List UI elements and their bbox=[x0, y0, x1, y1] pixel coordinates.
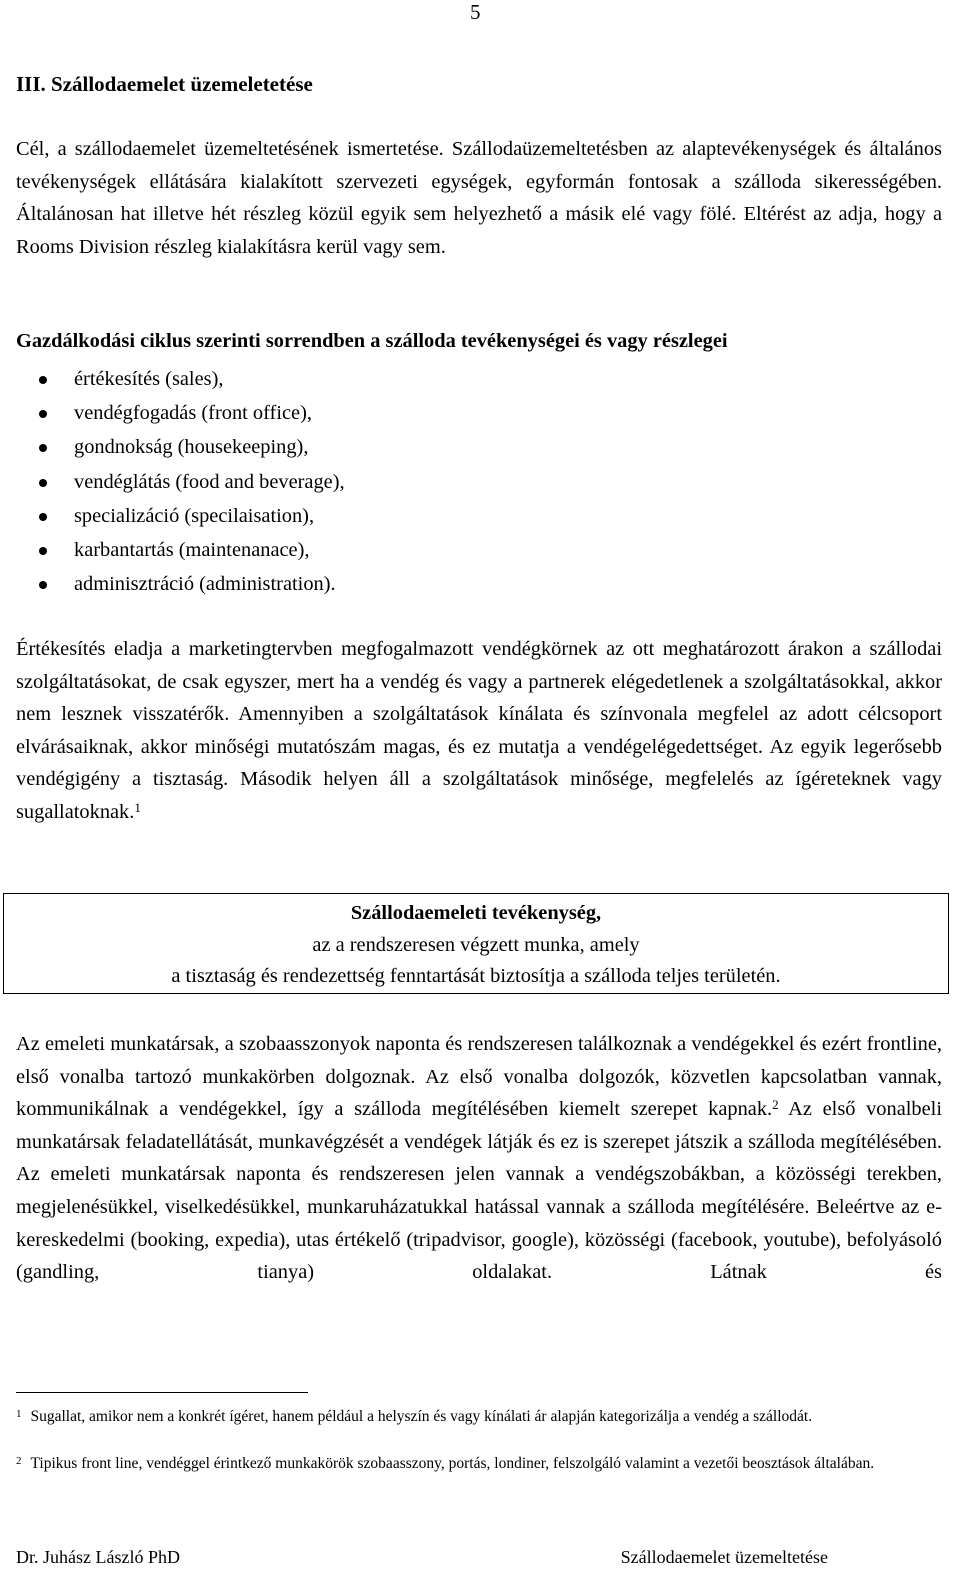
department-list bbox=[16, 362, 345, 601]
footer-title: Szállodaemelet üzemeltetése bbox=[620, 1547, 828, 1567]
bullet-icon bbox=[39, 581, 47, 589]
definition-line: az a rendszeresen végzett munka, amely bbox=[312, 933, 640, 956]
definition-title: Szállodaemeleti tevékenység, bbox=[350, 902, 602, 924]
list-item: specializáció (specilaisation), bbox=[16, 499, 345, 533]
staff-paragraph: Az emeleti munkatársak, a szobaasszonyok naponta és rendszeresen találkoznak a vendégekkel és ezért frontline, első vonalba tartozó munkakörben dolgoznak. Az első vonalba dolgozók, közvetlen kapcsolatban vannak, kommunikálnak a vendégekkel, így a szálloda megítélésében kiemelt szerepet kapnak.$^2$ Az első vonalbeli munkatársak feladatellátását, munkavégzését a vendégek látják és ez is szerepet játszik a szálloda megítélésében. Az emeleti munkatársak naponta és rendszeresen jelen vannak a vendégszobákban, a közösségi terekben, megjelenésükkel, viselkedésükkel, munkaruházatukkal hatással vannak a szálloda megítélésére. Beleértve az e-kereskedelmi (booking, expedia), utas értékelő (tripadvisor, google), közösségi (facebook, youtube), befolyásoló (gandling, tianya) oldalakat. Látnak és bbox=[16, 1033, 942, 1284]
sales-paragraph: Értékesítés eladja a marketingtervben megfogalmazott vendégkörnek az ott meghatározott árakon a szállodai szolgáltatásokat, de csak egyszer, mert ha a vendég és vagy a partnerek elégedetlenek a szolgáltatásokkal, akkor nem lesznek visszatérők. Amennyiben a szolgáltatások kínálata és színvonala megfelel az adott célcsoport elvárásaiknak, akkor minőségi mutatószám magas, és ez mutatja a vendégelégedettséget. Az egyik legerősebb vendégigény a tisztaság. Második helyen áll a szolgáltatások minősége, megfelelés az ígéreteknek vagy sugallatoknak.$^1$ bbox=[16, 638, 942, 823]
list-title: Gazdálkodási ciklus szerinti sorrendben a szálloda tevékenységei és vagy részlegei bbox=[16, 330, 728, 352]
definition-line: a tisztaság és rendezettség fenntartását biztosítja a szálloda teljes területén. bbox=[171, 965, 781, 987]
footer-author: Dr. Juhász László PhD bbox=[16, 1547, 180, 1567]
footnote-separator bbox=[16, 1392, 308, 1393]
definition-box bbox=[3, 893, 949, 994]
section-heading: III. Szállodaemelet üzemeletetése bbox=[16, 72, 313, 96]
list-item: értékesítés (sales), bbox=[16, 362, 345, 396]
footnote-number: 2 bbox=[16, 1455, 22, 1467]
footnote-1: $^1$ Sugallat, amikor nem a konkrét ígéret, hanem például a helyszín és vagy kínálati ár alapján kategorizálja a vendég a szállodát. bbox=[16, 1408, 813, 1425]
footnote-ref-2[interactable]: 2 bbox=[772, 1097, 779, 1113]
footnote-2: $^2$ Tipikus front line, vendéggel érintkező munkakörök szobaasszony, portás, londiner, felszolgáló valamint a vezetői beosztások általában. bbox=[16, 1455, 875, 1472]
bullet-icon bbox=[39, 376, 47, 384]
footnote-number: 1 bbox=[16, 1408, 22, 1420]
bullet-icon bbox=[39, 547, 47, 555]
bullet-icon bbox=[39, 513, 47, 521]
list-item: adminisztráció (administration). bbox=[16, 567, 345, 601]
bullet-icon bbox=[39, 410, 47, 418]
bullet-icon bbox=[39, 479, 47, 487]
list-item: karbantartás (maintenanace), bbox=[16, 533, 345, 567]
list-item: vendégfogadás (front office), bbox=[16, 396, 345, 430]
intro-paragraph: Cél, a szállodaemelet üzemeltetésének ismertetése. Szállodaüzemeltetésben az alaptevékenységek és általános tevékenységek ellátására kialakított szervezeti egységek, egyformán fontosak a szálloda sikerességében. Általánosan hat illetve hét részleg közül egyik sem helyezhető a másik elé vagy fölé. Eltérést az adja, hogy a Rooms Division részleg kialakításra kerül vagy sem. bbox=[16, 138, 942, 258]
page-number: 5 bbox=[470, 0, 481, 24]
list-item: vendéglátás (food and beverage), bbox=[16, 465, 345, 499]
bullet-icon bbox=[39, 444, 47, 452]
list-item: gondnokság (housekeeping), bbox=[16, 430, 345, 464]
footnote-ref-1[interactable]: 1 bbox=[134, 799, 141, 815]
